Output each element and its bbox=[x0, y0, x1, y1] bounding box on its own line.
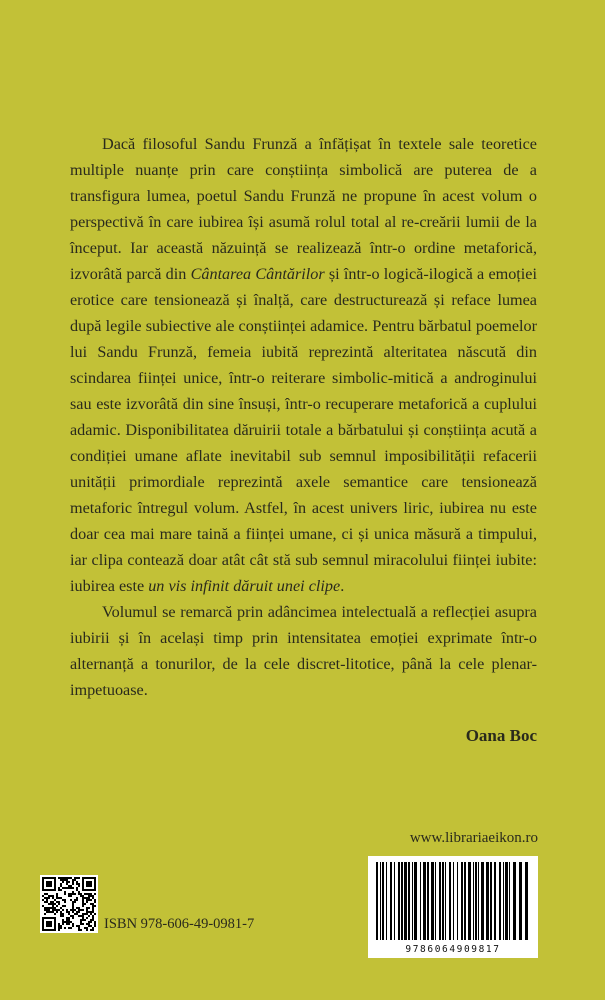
publisher-website[interactable]: www.librariaeikon.ro bbox=[409, 830, 538, 846]
barcode-bars bbox=[374, 862, 532, 940]
barcode-digits: 9786064909817 bbox=[405, 944, 501, 955]
qr-code bbox=[40, 875, 98, 933]
blurb-paragraph-2 bbox=[70, 599, 537, 703]
author-name: Oana Boc bbox=[465, 726, 537, 745]
p2-seg-0: Volumul se remarcă prin adâncimea intelectuală a reflecției asupra iubirii și în același timp prin intensitatea emoției exprimate într-o alternanță a tonurilor, de la cele discret-litotice, până la cele plenar-impetuoase. bbox=[70, 603, 537, 699]
blurb-paragraph-1 bbox=[70, 131, 537, 599]
p1-seg-0: Dacă filosoful Sandu Frunză a înfățișat în textele sale teoretice multiple nuanțe prin care conștiința simbolică are puterea de a transfigura lumea, poetul Sandu Frunză ne propune în acest volum o perspectivă în care iubirea își asumă rolul total al re-creării lumii de la început. Iar această năzuință se realizează într-o ordine metaforică, izvorâtă parcă din bbox=[70, 135, 537, 283]
p1-seg-4: . bbox=[340, 577, 345, 595]
barcode bbox=[368, 856, 538, 958]
isbn-number: ISBN 978-606-49-0981-7 bbox=[104, 916, 255, 932]
p1-quote-vis: un vis infinit dăruit unei clipe bbox=[148, 577, 341, 595]
p1-title-cantarea: Cântarea Cântărilor bbox=[190, 265, 325, 283]
p1-seg-2: și într-o logică-ilogică a emoției erotice care tensionează și înalță, care destructurează și reface lumea după legile subiective ale conștiinței adamice. Pentru bărbatul poemelor lui Sandu Frunză, femeia iubită reprezintă alteritatea născută din scindarea ființei unice, într-o reiterare simbolic-mitică a androginului sau este izvorâtă din sine însuși, într-o recuperare metaforică a cuplului adamic. Disponibilitatea dăruirii totale a bărbatului și conștiința acută a condiției umane aflate inevitabil sub semnul imposibilității refacerii unității primordiale reprezintă axele semantice care tensionează metaforic întregul volum. Astfel, în acest univers liric, iubirea nu este doar cea mai mare taină a ființei umane, ci și unica măsură a timpului, iar clipa contează doar atât cât stă sub semnul miracolului ființei iubite: iubirea este bbox=[70, 265, 537, 595]
blurb-text bbox=[70, 131, 537, 703]
